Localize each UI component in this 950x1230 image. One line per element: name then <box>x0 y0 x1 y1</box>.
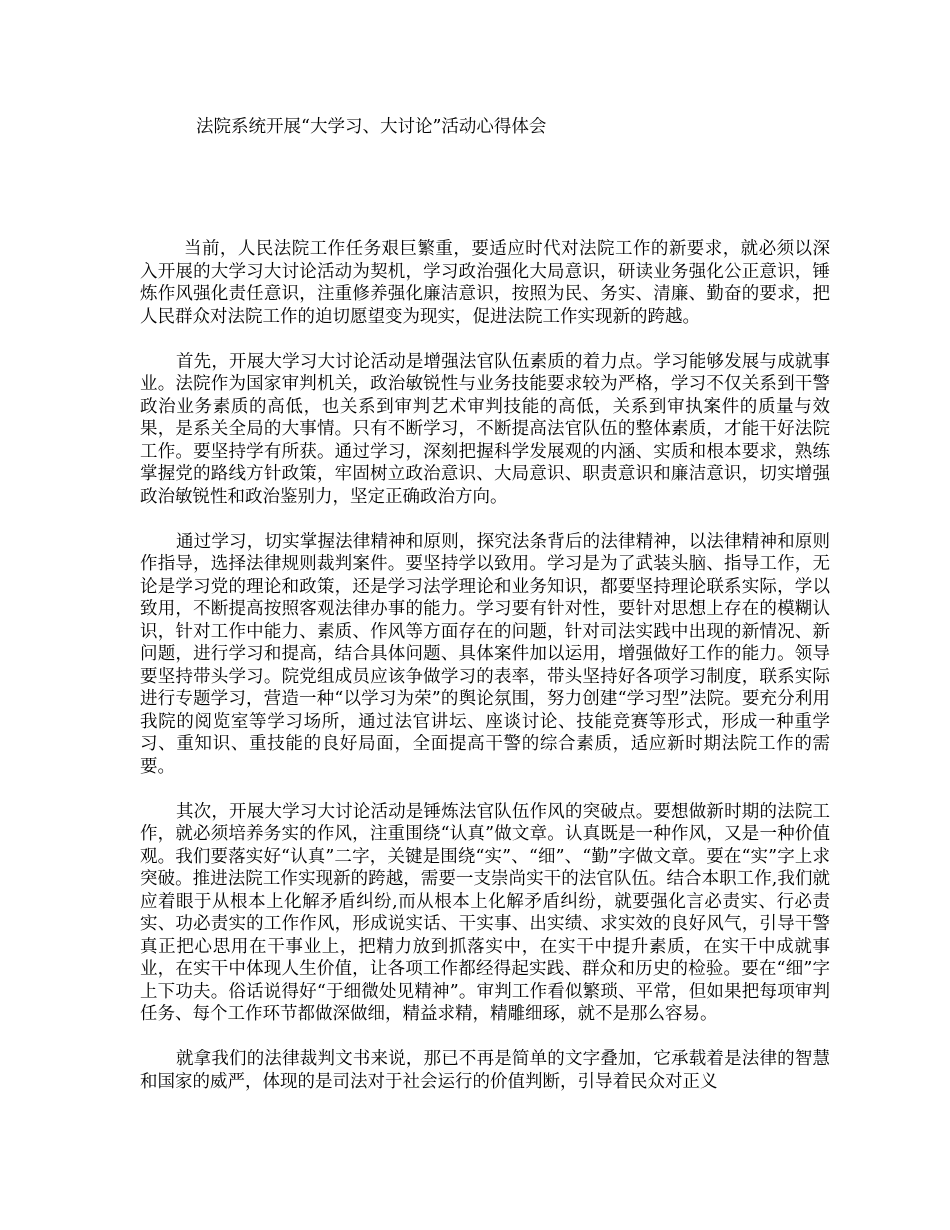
paragraph-judgment-documents: 就拿我们的法律裁判文书来说，那已不再是简单的文字叠加，它承载着是法律的智慧和国家的威严，体现的是司法对于社会运行的价值判断，引导着民众对正义 <box>140 1049 830 1092</box>
paragraph-intro: 当前，人民法院工作任务艰巨繁重，要适应时代对法院工作的新要求，就必须以深入开展的大学习大讨论活动为契机，学习政治强化大局意识，研读业务强化公正意识，锤炼作风强化责任意识，注重修养强化廉洁意识，按照为民、务实、清廉、勤奋的要求，把人民群众对法院工作的迫切愿望变为现实，促进法院工作实现新的跨越。 <box>140 239 830 327</box>
paragraph-study-application: 通过学习，切实掌握法律精神和原则，探究法条背后的法律精神，以法律精神和原则作指导，选择法律规则裁判案件。要坚持学以致用。学习是为了武装头脑、指导工作，无论是学习党的理论和政策，还是学习法学理论和业务知识，都要坚持理论联系实际，学以致用，不断提高按照客观法律办事的能力。学习要有针对性，要针对思想上存在的模糊认识，针对工作中能力、素质、作风等方面存在的问题，针对司法实践中出现的新情况、新问题，进行学习和提高，结合具体问题、具体案件加以运用，增强做好工作的能力。领导要坚持带头学习。院党组成员应该争做学习的表率，带头坚持好各项学习制度，联系实际进行专题学习，营造一种“以学习为荣”的舆论氛围，努力创建“学习型”法院。要充分利用我院的阅览室等学习场所，通过法官讲坛、座谈讨论、技能竞赛等形式，形成一种重学习、重知识、重技能的良好局面，全面提高干警的综合素质，适应新时期法院工作的需要。 <box>140 531 830 777</box>
document-title: 法院系统开展“大学习、大讨论”活动心得体会 <box>196 117 547 137</box>
paragraph-first-point: 首先，开展大学习大讨论活动是增强法官队伍素质的着力点。学习能够发展与成就事业。法院作为国家审判机关，政治敏锐性与业务技能要求较为严格，学习不仅关系到干警政治业务素质的高低，也关系到审判艺术审判技能的高低，关系到审执案件的质量与效果，是系关全局的大事情。只有不断学习，不断提高法官队伍的整体素质，才能干好法院工作。要坚持学有所获。通过学习，深刻把握科学发展观的内涵、实质和根本要求，熟练掌握党的路线方针政策，牢固树立政治意识、大局意识、职责意识和廉洁意识，切实增强政治敏锐性和政治鉴别力，坚定正确政治方向。 <box>140 351 830 507</box>
document-body <box>140 238 830 1093</box>
paragraph-second-point: 其次，开展大学习大讨论活动是锤炼法官队伍作风的突破点。要想做新时期的法院工作，就必须培养务实的作风，注重围绕“认真”做文章。认真既是一种作风，又是一种价值观。我们要落实好“认真”二字，关键是围绕“实”、“细”、“勤”字做文章。要在“实”字上求突破。推进法院工作实现新的跨越，需要一支崇尚实干的法官队伍。结合本职工作,我们就应着眼于从根本上化解矛盾纠纷,而从根本上化解矛盾纠纷，就要强化言必责实、行必责实、功必责实的工作作风，形成说实话、干实事、出实绩、求实效的良好风气，引导干警真正把心思用在干事业上，把精力放到抓落实中，在实干中提升素质，在实干中成就事业，在实干中体现人生价值，让各项工作都经得起实践、群众和历史的检验。要在“细”字上下功夫。俗话说得好“于细微处见精神”。审判工作看似繁琐、平常，但如果把每项审判任务、每个工作环节都做深做细，精益求精，精雕细琢，就不是那么容易。 <box>140 801 830 1024</box>
